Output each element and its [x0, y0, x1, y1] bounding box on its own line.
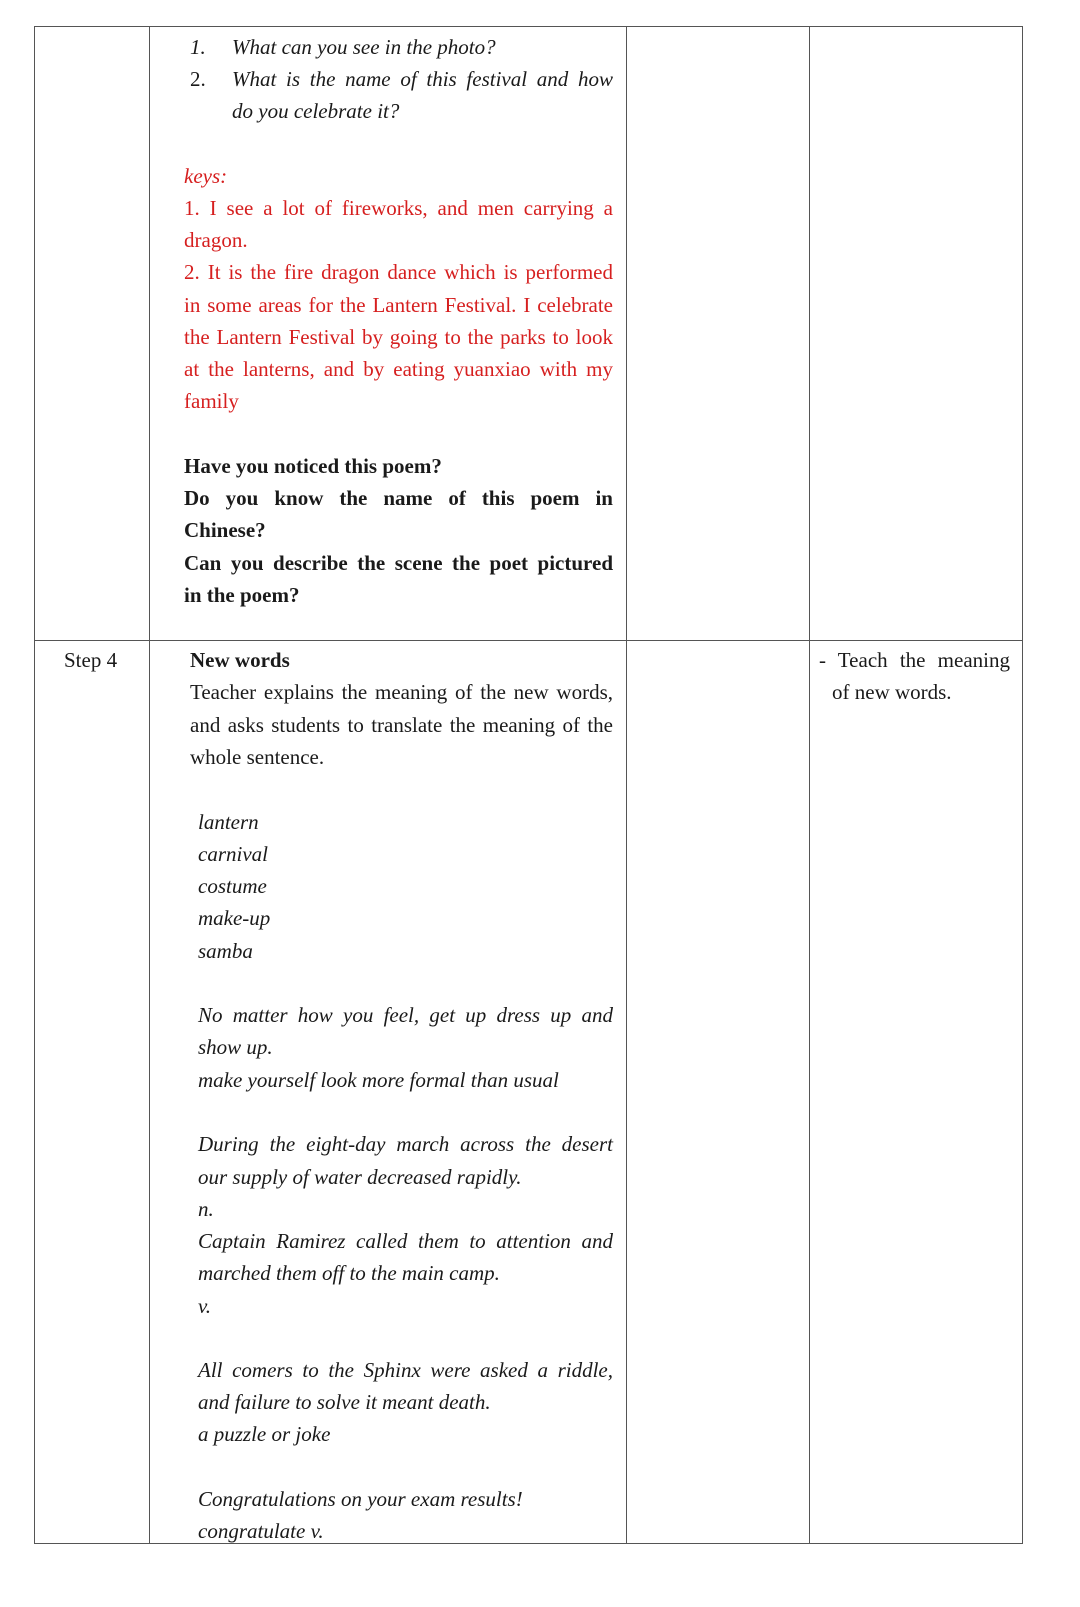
purpose-text: of new words.	[832, 680, 952, 704]
key-answer-line: family	[184, 389, 239, 413]
vocab-word: samba	[198, 939, 253, 963]
example-line: and failure to solve it meant death.	[198, 1390, 491, 1414]
question-number: 1.	[190, 35, 206, 59]
poem-question-line: in the poem?	[184, 583, 300, 607]
key-answer-line: 2. It is the fire dragon dance which is performed	[184, 260, 613, 284]
example-line: congratulate v.	[198, 1519, 324, 1543]
column-border-3	[626, 26, 627, 1544]
intro-line: Teacher explains the meaning of the new words,	[190, 680, 613, 704]
column-border-1	[34, 26, 35, 1544]
question-text: do you celebrate it?	[232, 99, 400, 123]
question-text: What can you see in the photo?	[232, 35, 496, 59]
example-line: No matter how you feel, get up dress up and	[198, 1003, 613, 1027]
vocab-word: carnival	[198, 842, 268, 866]
example-line: n.	[198, 1197, 214, 1221]
vocab-word: lantern	[198, 810, 259, 834]
poem-question-line: Chinese?	[184, 518, 266, 542]
example-line: Congratulations on your exam results!	[198, 1487, 523, 1511]
example-line: our supply of water decreased rapidly.	[198, 1165, 522, 1189]
key-answer-line: the Lantern Festival by going to the parks to look	[184, 325, 613, 349]
example-line: During the eight-day march across the desert	[198, 1132, 613, 1156]
purpose-text: - Teach the meaning	[819, 648, 1010, 672]
vocab-word: costume	[198, 874, 267, 898]
row-divider	[34, 640, 1023, 641]
section-heading: New words	[190, 648, 290, 672]
example-line: show up.	[198, 1035, 273, 1059]
example-line: v.	[198, 1294, 212, 1318]
key-answer-line: dragon.	[184, 228, 248, 252]
table-top-border	[34, 26, 1023, 27]
column-border-2	[149, 26, 150, 1544]
vocab-word: make-up	[198, 906, 271, 930]
question-number: 2.	[190, 67, 206, 91]
intro-line: whole sentence.	[190, 745, 325, 769]
example-line: make yourself look more formal than usual	[198, 1068, 559, 1092]
poem-question-line: Do you know the name of this poem in	[184, 486, 613, 510]
example-line: All comers to the Sphinx were asked a riddle,	[198, 1358, 613, 1382]
key-answer-line: in some areas for the Lantern Festival. I celebrate	[184, 293, 613, 317]
question-text: What is the name of this festival and how	[232, 67, 613, 91]
example-line: marched them off to the main camp.	[198, 1261, 500, 1285]
poem-question-line: Have you noticed this poem?	[184, 454, 442, 478]
poem-question-line: Can you describe the scene the poet pictured	[184, 551, 613, 575]
key-answer-line: 1. I see a lot of fireworks, and men carrying a	[184, 196, 613, 220]
intro-line: and asks students to translate the meaning of the	[190, 713, 613, 737]
example-line: a puzzle or joke	[198, 1422, 331, 1446]
keys-label: keys:	[184, 164, 228, 188]
column-border-4	[809, 26, 810, 1544]
table-bottom-border	[34, 1543, 1023, 1544]
step-label: Step 4	[64, 648, 118, 672]
column-border-5	[1022, 26, 1023, 1544]
example-line: Captain Ramirez called them to attention and	[198, 1229, 613, 1253]
key-answer-line: at the lanterns, and by eating yuanxiao with my	[184, 357, 613, 381]
